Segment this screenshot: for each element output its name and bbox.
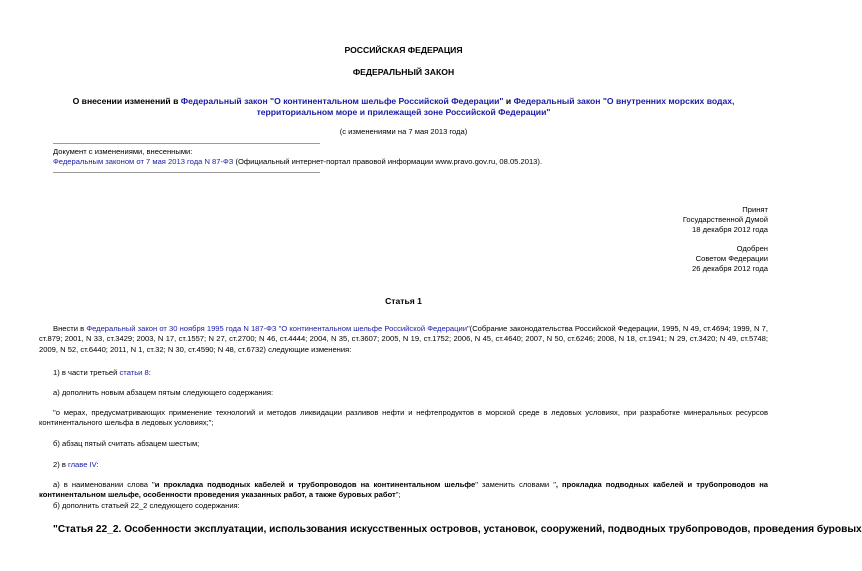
- item-1: [39, 368, 768, 378]
- intro-prefix: Внести в: [53, 324, 87, 333]
- adopted-by-duma: Государственной Думой: [682, 215, 768, 224]
- item-2-prefix: 2) в: [53, 460, 69, 469]
- article-8-link[interactable]: статьи 8: [119, 368, 149, 377]
- changes-box-entry: [53, 157, 542, 167]
- item-2a-text-3: ";: [395, 490, 401, 500]
- changes-box-source: (Официальный интернет-портал правовой информации www.pravo.gov.ru, 08.05.2013).: [233, 157, 543, 166]
- item-1-prefix: 1) в части третьей: [53, 368, 120, 377]
- approved-label: Одобрен: [736, 244, 768, 253]
- duma-date: 18 декабря 2012 года: [692, 225, 768, 234]
- heading-prefix: О внесении изменений в: [72, 96, 181, 106]
- item-2a-bold-1: и прокладка подводных кабелей и трубопроводов на континентальном шельфе: [154, 480, 476, 489]
- law-heading: [0, 96, 807, 118]
- item-1a: а) дополнить новым абзацем пятым следующего содержания:: [53, 388, 274, 397]
- country-title: РОССИЙСКАЯ ФЕДЕРАЦИЯ: [344, 45, 463, 55]
- amended-law-link[interactable]: Федеральный закон от 30 ноября 1995 года N 187-ФЗ "О континентальном шельфе Российской Федерации": [86, 324, 470, 333]
- intro-rest: (Собрание законодательства Российской Федерации, 1995, N 49, ст.4694; 1999, N 7, ст.879; 2001, N 33, ст.3429; 2003, N 17, ст.1557; N 27, ст.2700; N 46, ст.4444; 2004, N 35, ст.3607; 2005, N 19, ст.1752; 2006, N 45, ст.4640; 2007, N 50, ст.6246; 2008, N 18, ст.1941; N 29, ст.3420; N 49, ст.5748; 2009, N 52, ст.6440; 2011, N 1, ст.32; N 30, ст.4590; N 48, ст.6732) следующие изменения:: [39, 324, 768, 354]
- item-1b: б) абзац пятый считать абзацем шестым;: [53, 439, 200, 448]
- chapter-iv-link[interactable]: главе IV: [68, 460, 97, 469]
- item-2b: б) дополнить статьей 22_2 следующего содержания:: [53, 501, 240, 510]
- item-2a-bold-2: , прокладка подводных кабелей и трубопроводов на континентальном шельфе, особенности проведения указанных работ, а также буровых работ: [39, 480, 768, 500]
- item-2-suffix: :: [96, 460, 99, 469]
- law-heading-line-1: [0, 96, 807, 107]
- changes-box-label: Документ с изменениями, внесенными:: [53, 147, 193, 156]
- article-intro: [39, 324, 768, 355]
- amending-law-link[interactable]: Федеральным законом от 7 мая 2013 года N 87-ФЗ: [53, 157, 234, 166]
- continental-shelf-law-link[interactable]: Федеральный закон "О континентальном шельфе Российской Федерации": [180, 96, 504, 106]
- inner-waters-law-link[interactable]: Федеральный закон "О внутренних морских водах,: [513, 96, 735, 106]
- heading-middle: и: [503, 96, 514, 106]
- item-2a-text-2: " заменить словами ": [475, 480, 556, 489]
- document-type: ФЕДЕРАЛЬНЫЙ ЗАКОН: [352, 67, 455, 77]
- quote-2-article-heading: "Статья 22_2. Особенности эксплуатации, использования искусственных островов, установок, сооружений, подводных трубопроводов, проведения буровых: [53, 524, 862, 535]
- law-heading-line-2: [0, 107, 807, 118]
- item-2a-text-1: а) в наименовании слова ": [53, 480, 155, 489]
- item-1-suffix: :: [148, 368, 151, 377]
- approved-by-council: Советом Федерации: [695, 254, 768, 263]
- item-2a: [39, 480, 768, 501]
- inner-waters-law-link-cont[interactable]: территориальном море и прилежащей зоне Российской Федерации": [256, 107, 551, 118]
- article-title: Статья 1: [385, 296, 422, 306]
- adopted-label: Принят: [742, 205, 768, 214]
- changes-box-top-divider: [53, 143, 320, 144]
- amended-note: (с изменениями на 7 мая 2013 года): [339, 127, 468, 136]
- quote-1: "о мерах, предусматривающих применение технологий и методов ликвидации разливов нефти и нефтепродуктов в морской среде в ледовых условиях, при разработке минеральных ресурсов континентального шельфа в ледовых условиях;";: [39, 408, 768, 428]
- changes-box-bottom-divider: [53, 172, 320, 173]
- council-date: 26 декабря 2012 года: [692, 264, 768, 273]
- item-2: [39, 460, 768, 470]
